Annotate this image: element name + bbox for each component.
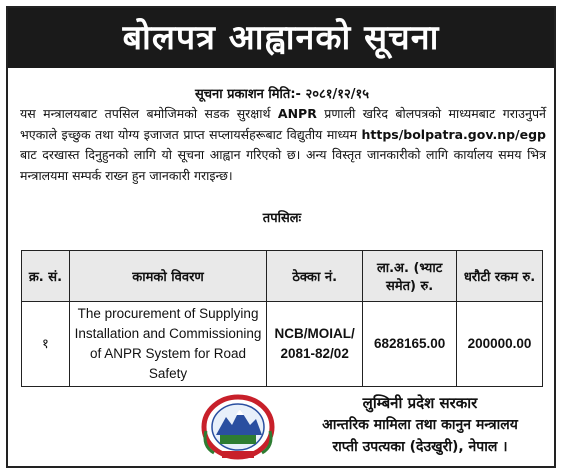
government-emblem-icon: [200, 391, 276, 461]
col-header-sn: क्र. सं.: [22, 251, 70, 302]
egp-url: https/bolpatra.gov.np/egp: [361, 126, 546, 142]
office-line-2: आन्तरिक मामिला तथा कानुन मन्त्रालय: [322, 417, 518, 433]
col-header-description: कामको विवरण: [69, 251, 266, 302]
para-text-3: बाट दरखास्त दिनुहुनको लागि यो सूचना आह्वान गरिएको छ। अन्य विस्तृत जानकारीको लागि कार्यालय समय भित्र मन्त्रालयमा सम्पर्क राख्न हुन जानकारी गराइन्छ।: [20, 147, 546, 183]
table-header-row: [22, 251, 543, 302]
para-text-2: प्रणाली खरिद बोलपत्रको माध्यमबाट गराउनुपर्ने भएकाले इच्छुक तथा योग्य इजाजत प्राप्त सप्लायर्सहरूबाट विद्युतीय माध्यम: [20, 106, 546, 142]
cell-description: The procurement of Supplying Installation and Commissioning of ANPR System for Road Safety: [69, 302, 266, 387]
table-row: [22, 302, 543, 387]
cell-deposit: 200000.00: [457, 302, 543, 387]
col-header-deposit: धरौटी रकम रु.: [457, 251, 543, 302]
issuing-office: [290, 392, 550, 458]
para-text-1: यस मन्त्रालयबाट तपसिल बमोजिमको सडक सुरक्षार्थ: [20, 106, 278, 121]
col-header-contract-no: ठेक्का नं.: [267, 251, 363, 302]
cell-contract-no: NCB/MOIAL/ 2081-82/02: [267, 302, 363, 387]
cell-sn: १: [22, 302, 70, 387]
publication-date: सूचना प्रकाशन मिति:- २०८१/१२/१५: [194, 87, 370, 102]
tender-table: [21, 250, 543, 387]
details-heading: तपसिलः: [262, 211, 302, 226]
col-header-cost-estimate: ला.अ. (भ्याट समेत) रु.: [363, 251, 457, 302]
office-line-3: राप्ती उपत्यका (देउखुरी), नेपाल ।: [332, 439, 508, 455]
notice-title: बोलपत्र आह्वानको सूचना: [8, 8, 554, 68]
office-line-1: लुम्बिनी प्रदेश सरकार: [362, 394, 478, 412]
cell-cost-estimate: 6828165.00: [363, 302, 457, 387]
anpr-term: ANPR: [277, 106, 317, 121]
notice-paragraph: [20, 104, 546, 186]
